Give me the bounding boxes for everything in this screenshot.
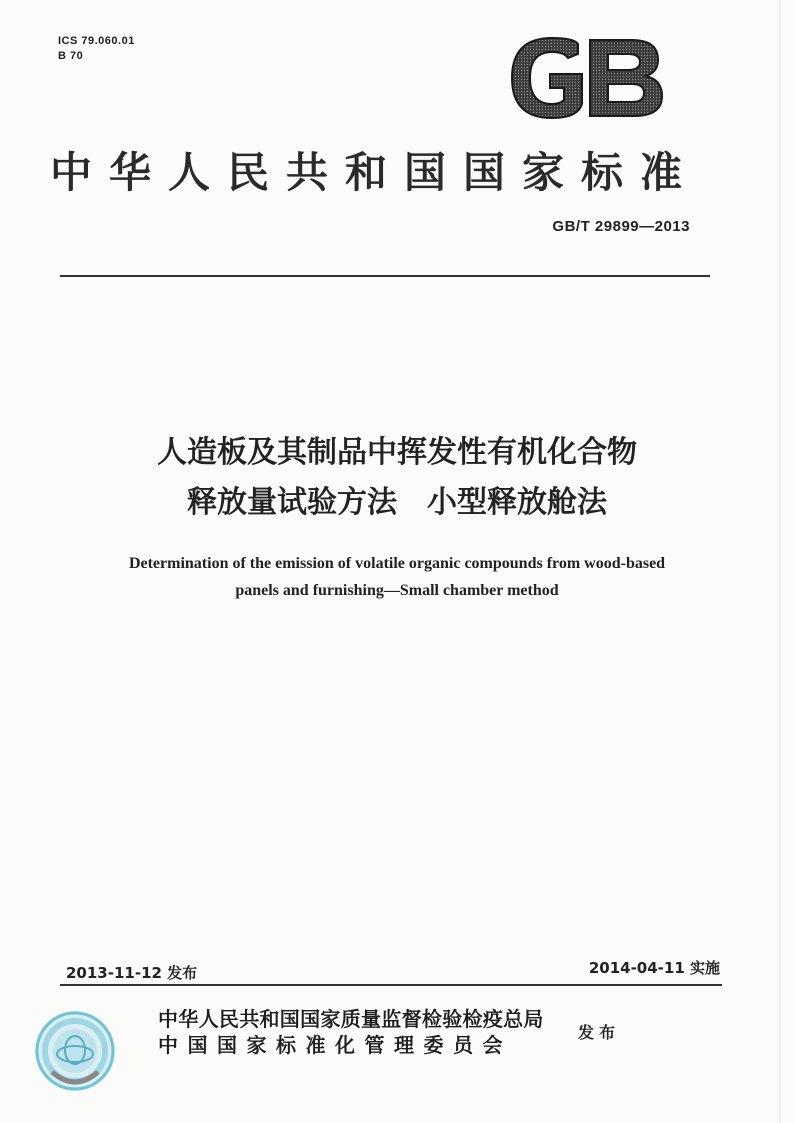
chinese-title (0, 428, 794, 528)
implementation-date: 2014-04-11 实施 (588, 959, 720, 977)
chinese-title-line-1: 人造板及其制品中挥发性有机化合物 (157, 435, 637, 470)
ccs-code: B 70 (58, 50, 84, 62)
english-title-line-1: Determination of the emission of volatile organic compounds from wood-based (128, 555, 666, 572)
chinese-title-line-2: 释放量试验方法 小型释放舱法 (187, 485, 607, 520)
issue-date: 2013-11-12 发布 (66, 964, 198, 982)
classification-codes (58, 34, 135, 64)
issuer-sac: 中国国家标准化管理委员会 (158, 1033, 512, 1057)
national-standard-title: 中华人民共和国国家标准 (50, 148, 700, 197)
bottom-divider (60, 984, 722, 986)
standard-code: GB/T 29899—2013 (552, 218, 690, 235)
anti-counterfeit-seal-icon (34, 1010, 116, 1092)
issuing-organizations (158, 1006, 544, 1058)
publish-label: 发布 (578, 1023, 621, 1042)
issuer-aqsiq: 中华人民共和国国家质量监督检验检疫总局 (158, 1007, 544, 1031)
english-title (0, 550, 794, 604)
ics-code: ICS 79.060.01 (58, 35, 135, 47)
top-divider (60, 275, 710, 277)
gb-logo (508, 36, 664, 120)
english-title-line-2: panels and furnishing—Small chamber method (235, 582, 559, 599)
scan-edge (779, 0, 780, 1123)
